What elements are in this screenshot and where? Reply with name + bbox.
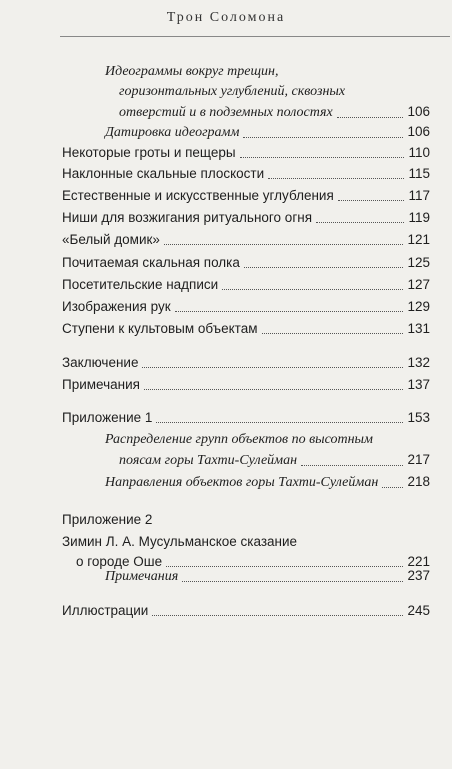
toc-entry-title: Направления объектов горы Тахти-Сулейман: [105, 475, 379, 490]
toc-entry-title: Приложение 1: [62, 410, 153, 425]
toc-entry-title: Приложение 2: [62, 512, 153, 527]
toc-entry-line: о городе Оше: [76, 554, 163, 569]
page-number: 117: [408, 188, 430, 203]
dot-leader: [337, 116, 404, 118]
dot-leader: [244, 266, 404, 268]
toc-entry-title: Примечания: [105, 569, 179, 584]
page-number: 110: [408, 145, 430, 160]
toc-entry-line: Зимин Л. А. Мусульманское сказание: [62, 534, 298, 549]
page-number: 119: [408, 210, 430, 225]
page-number: 245: [407, 603, 430, 618]
dot-leader: [156, 421, 403, 423]
page-number: 132: [407, 355, 430, 370]
dot-leader: [164, 243, 404, 245]
toc-entry: [105, 62, 430, 123]
toc-entry-title: Ниши для возжигания ритуального огня: [62, 210, 313, 225]
toc-entry: [62, 143, 430, 163]
dot-leader: [175, 310, 404, 312]
page-number: 237: [407, 568, 430, 583]
toc-entry-title: Примечания: [62, 377, 140, 392]
dot-leader: [182, 580, 403, 582]
toc-entry-title: Почитаемая скальная полка: [62, 255, 240, 270]
toc-entry: [62, 601, 430, 621]
dot-leader: [338, 199, 405, 201]
page-number: 125: [407, 255, 430, 270]
toc-entry: [62, 408, 430, 428]
running-header: Трон Соломона: [166, 10, 286, 25]
page-number: 121: [407, 232, 430, 247]
toc-section-heading: [62, 510, 430, 530]
toc-entry-title: Датировка идеограмм: [105, 125, 240, 140]
toc-entry: [62, 375, 430, 395]
page-number: 137: [407, 377, 430, 392]
dot-leader: [243, 136, 403, 138]
toc-entry: [62, 297, 430, 317]
page-number: 106: [407, 104, 430, 119]
page-number: 218: [407, 474, 430, 489]
toc-entry: [62, 253, 430, 273]
toc-entry: [105, 122, 430, 143]
dot-leader: [240, 156, 405, 158]
toc-entry-line: горизонтальных углублений, сквозных: [119, 84, 346, 99]
toc-entry: [105, 566, 430, 587]
dot-leader: [382, 486, 403, 488]
toc-entry-title: «Белый домик»: [62, 232, 160, 247]
toc-entry-line: Идеограммы вокруг трещин,: [105, 64, 279, 79]
toc-entry-title: Естественные и искусственные углубления: [62, 188, 334, 203]
dot-leader: [142, 366, 403, 368]
toc-entry-title: Заключение: [62, 355, 139, 370]
toc-entry-line: отверстий и в подземных полостях: [119, 105, 333, 120]
page-number: 131: [407, 321, 430, 336]
toc-entry: [105, 472, 430, 493]
toc-entry: [105, 430, 430, 471]
page-number: 115: [408, 166, 430, 181]
dot-leader: [268, 177, 404, 179]
toc-entry-title: Ступени к культовым объектам: [62, 321, 258, 336]
dot-leader: [152, 614, 403, 616]
dot-leader: [222, 288, 403, 290]
page-number: 106: [407, 124, 430, 139]
toc-entry: [62, 353, 430, 373]
toc-entry-title: Изображения рук: [62, 299, 171, 314]
toc-entry-title: Посетительские надписи: [62, 277, 219, 292]
toc-entry: [62, 319, 430, 339]
page-number: 153: [407, 410, 430, 425]
dot-leader: [144, 388, 404, 390]
toc-entry-title: Наклонные скальные плоскости: [62, 166, 265, 181]
page-number: 129: [407, 299, 430, 314]
toc-entry: [62, 230, 430, 250]
dot-leader: [262, 332, 404, 334]
toc-entry-title: Некоторые гроты и пещеры: [62, 145, 236, 160]
dot-leader: [316, 221, 404, 223]
dot-leader: [301, 464, 403, 466]
toc-entry: [62, 208, 430, 228]
toc-entry: [62, 164, 430, 184]
page-number: 127: [407, 277, 430, 292]
header-rule: [60, 36, 450, 37]
toc-entry: [62, 275, 430, 295]
page-number: 217: [407, 452, 430, 467]
toc-entry-line: поясам горы Тахти-Сулейман: [119, 453, 298, 468]
toc-entry-line: Распределение групп объектов по высотным: [105, 432, 373, 447]
toc-entry: [62, 186, 430, 206]
page-number: 221: [407, 554, 430, 569]
toc-entry-title: Иллюстрации: [62, 603, 149, 618]
